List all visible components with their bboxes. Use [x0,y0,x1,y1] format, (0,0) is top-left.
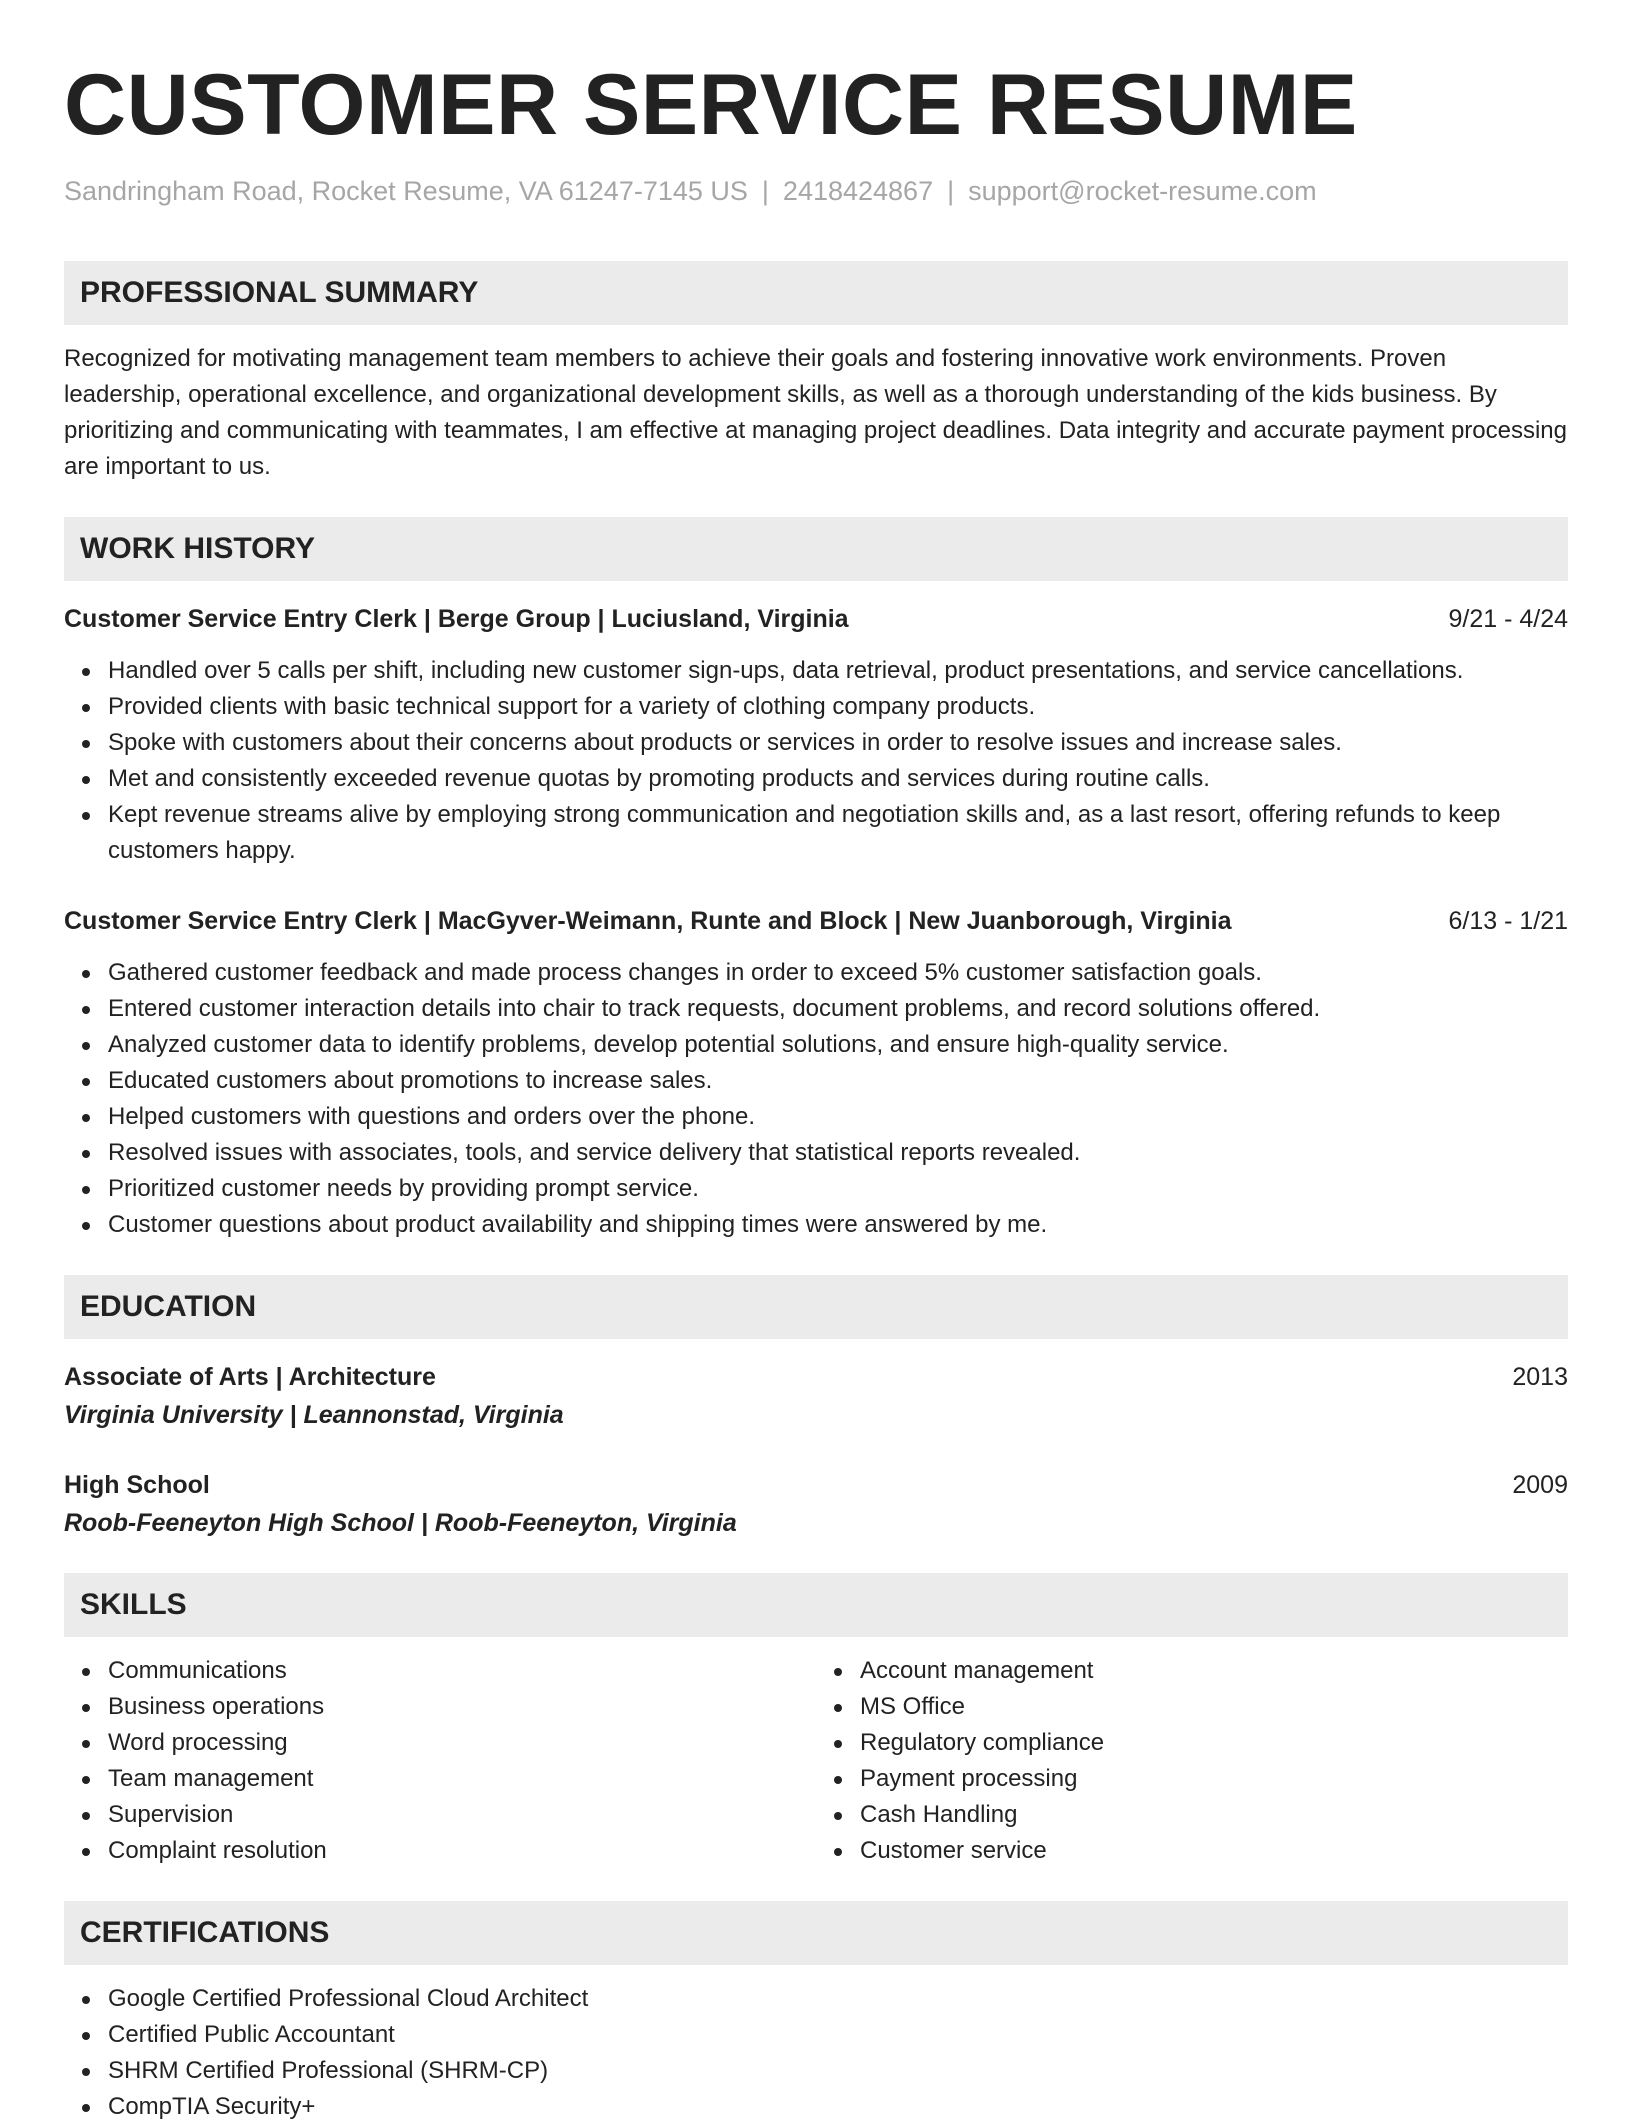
job-title: Customer Service Entry Clerk | MacGyver-Weimann, Runte and Block | New Juanborough, Virginia [64,907,1232,936]
job-header [64,601,1568,637]
contact-line [64,174,1568,209]
skill-item: Regulatory compliance [860,1725,1568,1761]
certifications-list [64,1981,1568,2125]
job-title: Customer Service Entry Clerk | Berge Group | Luciusland, Virginia [64,605,849,634]
job-bullet: Provided clients with basic technical support for a variety of clothing company products. [108,689,1568,725]
education-school: Virginia University | Leannonstad, Virginia [64,1401,564,1430]
job-bullet: Prioritized customer needs by providing prompt service. [108,1171,1568,1207]
skills-left-column [64,1653,816,1869]
job-entry [64,903,1568,1243]
section-header-summary: PROFESSIONAL SUMMARY [64,261,1568,325]
contact-separator: | [761,176,769,207]
certification-item: SHRM Certified Professional (SHRM-CP) [108,2053,1568,2089]
job-header [64,903,1568,939]
job-bullet: Kept revenue streams alive by employing strong communication and negotiation skills and, as a last resort, offering refunds to keep customers happy. [108,797,1568,869]
job-bullet: Analyzed customer data to identify problems, develop potential solutions, and ensure high-quality service. [108,1027,1568,1063]
education-school: Roob-Feeneyton High School | Roob-Feeneyton, Virginia [64,1509,737,1538]
job-bullet: Entered customer interaction details into chair to track requests, document problems, and record solutions offered. [108,991,1568,1027]
job-bullets [64,653,1568,869]
summary-text: Recognized for motivating management team members to achieve their goals and fostering innovative work environments. Proven leadership, operational excellence, and organizational development skills, as well as a thorough understanding of the kids business. By prioritizing and communicating with teammates, I am effective at managing project deadlines. Data integrity and accurate payment processing are important to us. [64,345,1567,481]
contact-email: support@rocket-resume.com [968,176,1317,207]
education-header [64,1467,1568,1503]
education-year: 2009 [1512,1471,1568,1500]
job-bullet: Met and consistently exceeded revenue quotas by promoting products and services during routine calls. [108,761,1568,797]
education-degree: Associate of Arts | Architecture [64,1363,436,1392]
certification-item: Google Certified Professional Cloud Architect [108,1981,1568,2017]
certification-item: Certified Public Accountant [108,2017,1568,2053]
job-bullet: Spoke with customers about their concerns about products or services in order to resolve issues and increase sales. [108,725,1568,761]
job-bullets [64,955,1568,1243]
skill-item: Communications [108,1653,816,1689]
skill-item: Team management [108,1761,816,1797]
skills-right-column [816,1653,1568,1869]
section-header-skills: SKILLS [64,1573,1568,1637]
education-degree: High School [64,1471,210,1500]
contact-separator: | [947,176,955,207]
skill-item: MS Office [860,1689,1568,1725]
certification-item: CompTIA Security+ [108,2089,1568,2125]
education-entry [64,1467,1568,1541]
skills-columns [64,1653,1568,1869]
skill-item: Word processing [108,1725,816,1761]
education-entry [64,1359,1568,1433]
skill-item: Customer service [860,1833,1568,1869]
job-bullet: Handled over 5 calls per shift, including new customer sign-ups, data retrieval, product presentations, and service cancellations. [108,653,1568,689]
section-header-work-history: WORK HISTORY [64,517,1568,581]
job-bullet: Resolved issues with associates, tools, and service delivery that statistical reports revealed. [108,1135,1568,1171]
skill-item: Payment processing [860,1761,1568,1797]
education-header [64,1359,1568,1395]
job-bullet: Educated customers about promotions to increase sales. [108,1063,1568,1099]
job-entry [64,601,1568,869]
contact-address: Sandringham Road, Rocket Resume, VA 61247-7145 US [64,176,748,207]
job-dates: 9/21 - 4/24 [1448,605,1568,634]
contact-phone: 2418424867 [782,176,934,207]
skill-item: Cash Handling [860,1797,1568,1833]
skill-item: Supervision [108,1797,816,1833]
job-dates: 6/13 - 1/21 [1448,907,1568,936]
skill-item: Business operations [108,1689,816,1725]
section-header-certifications: CERTIFICATIONS [64,1901,1568,1965]
job-bullet: Gathered customer feedback and made process changes in order to exceed 5% customer satisfaction goals. [108,955,1568,991]
job-bullet: Helped customers with questions and orders over the phone. [108,1099,1568,1135]
skill-item: Account management [860,1653,1568,1689]
job-bullet: Customer questions about product availability and shipping times were answered by me. [108,1207,1568,1243]
skill-item: Complaint resolution [108,1833,816,1869]
resume-title: CUSTOMER SERVICE RESUME [64,57,1358,153]
section-header-education: EDUCATION [64,1275,1568,1339]
education-year: 2013 [1512,1363,1568,1392]
